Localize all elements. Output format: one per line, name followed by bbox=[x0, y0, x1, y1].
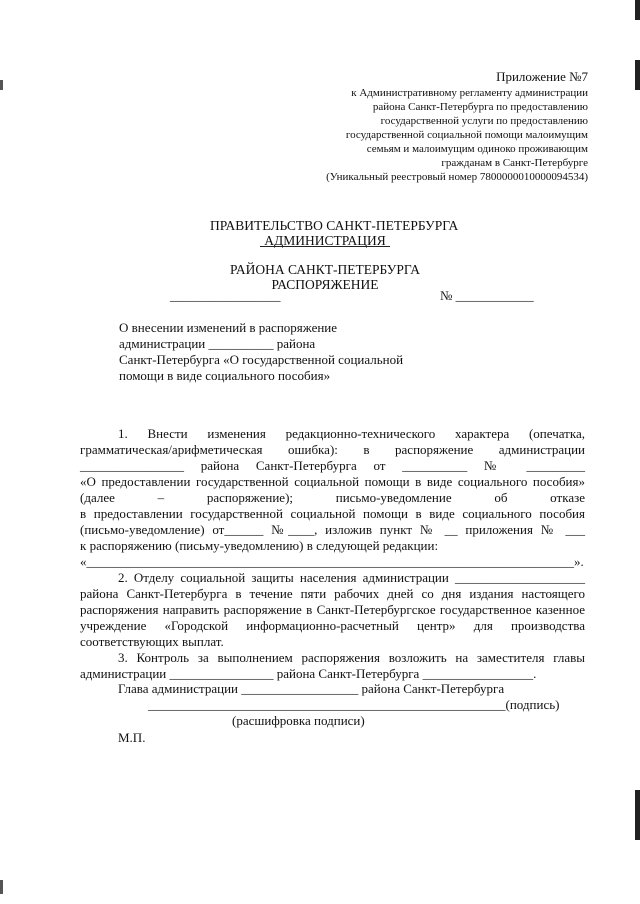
paragraph-line: 1. Внести изменения редакционно-технического характера (опечатка, bbox=[118, 426, 585, 441]
paragraph-line: к распоряжению (письму-уведомлению) в следующей редакции: bbox=[80, 538, 439, 553]
appendix-line: государственной социальной помощи малоимущим bbox=[345, 129, 588, 141]
appendix-block bbox=[326, 70, 588, 184]
scan-edge-mark bbox=[0, 80, 3, 90]
scan-edge-mark bbox=[0, 880, 3, 894]
subject-line: Санкт-Петербурга «О государственной социальной bbox=[119, 352, 404, 367]
seal-place: М.П. bbox=[118, 730, 146, 745]
paragraph-line: (письмо-уведомление) от______ №____, изложив пункт № __ приложения № ___ bbox=[80, 522, 585, 537]
header-district: РАЙОНА САНКТ-ПЕТЕРБУРГА bbox=[230, 262, 420, 277]
paragraph-2-line: соответствующих выплат. bbox=[80, 634, 224, 649]
header-government: ПРАВИТЕЛЬСТВО САНКТ-ПЕТЕРБУРГА bbox=[210, 218, 459, 233]
paragraph-3-line: 3. Контроль за выполнением распоряжения возложить на заместителя главы bbox=[118, 650, 585, 665]
scan-edge-mark bbox=[635, 0, 640, 20]
document-header bbox=[210, 218, 459, 292]
signature-decoding-caption: (расшифровка подписи) bbox=[232, 713, 365, 728]
subject-line: О внесении изменений в распоряжение bbox=[119, 320, 338, 335]
appendix-line: государственной услуги по предоставлению bbox=[380, 115, 588, 127]
appendix-line: к Административному регламенту администрации bbox=[351, 87, 588, 99]
subject-line: помощи в виде социального пособия» bbox=[119, 368, 331, 383]
header-order: РАСПОРЯЖЕНИЕ bbox=[271, 277, 379, 292]
appendix-line: района Санкт-Петербурга по предоставлению bbox=[372, 101, 588, 113]
date-blank: _________________ bbox=[170, 288, 281, 303]
paragraph-2-line: учреждение «Городской информационно-расчетный центр» для производства bbox=[80, 618, 585, 633]
scan-edge-mark bbox=[635, 60, 640, 90]
paragraph-3-line: администрации ________________ района Санкт-Петербурга _________________. bbox=[80, 666, 537, 681]
appendix-line: (Уникальный реестровый номер 7800000010000094534) bbox=[326, 171, 588, 183]
appendix-line: семьям и малоимущим одиноко проживающим bbox=[366, 143, 588, 155]
appendix-title: Приложение №7 bbox=[496, 69, 588, 84]
paragraph-quote-line: «___________________________________________________________________________». bbox=[80, 554, 584, 569]
paragraph-2-line: 2. Отделу социальной защиты населения администрации ____________________ bbox=[118, 570, 585, 585]
order-number: № ____________ bbox=[440, 288, 534, 303]
paragraph-line: «О предоставлении государственной социальной помощи в виде социального пособия» bbox=[80, 474, 585, 489]
appendix-line: гражданам в Санкт-Петербурге bbox=[441, 157, 588, 169]
subject-line: администрации __________ района bbox=[119, 336, 316, 351]
district-name-line bbox=[260, 246, 390, 247]
paragraph-1 bbox=[80, 426, 585, 682]
paragraph-line: грамматическая/арифметическая ошибка): в распоряжение администрации bbox=[80, 442, 585, 457]
paragraph-line: в предоставлении государственной социальной помощи в виде социального пособия bbox=[80, 506, 585, 521]
subject-block bbox=[119, 320, 403, 384]
paragraph-line: ________________ района Санкт-Петербурга от __________ № _________ bbox=[80, 458, 585, 473]
header-administration: АДМИНИСТРАЦИЯ bbox=[264, 233, 386, 248]
paragraph-2-line: района Санкт-Петербурга в течение пяти рабочих дней со дня издания настоящего bbox=[80, 586, 585, 601]
paragraph-2-line: распоряжения направить распоряжение в Санкт-Петербургское государственное казенное bbox=[80, 602, 585, 617]
scan-edge-mark bbox=[635, 790, 640, 840]
signature-head-line: Глава администрации __________________ района Санкт-Петербурга bbox=[118, 681, 505, 696]
signature-line: _______________________________________________________(подпись) bbox=[148, 697, 560, 712]
paragraph-line: (далее – распоряжение); письмо-уведомление об отказе bbox=[80, 490, 585, 505]
